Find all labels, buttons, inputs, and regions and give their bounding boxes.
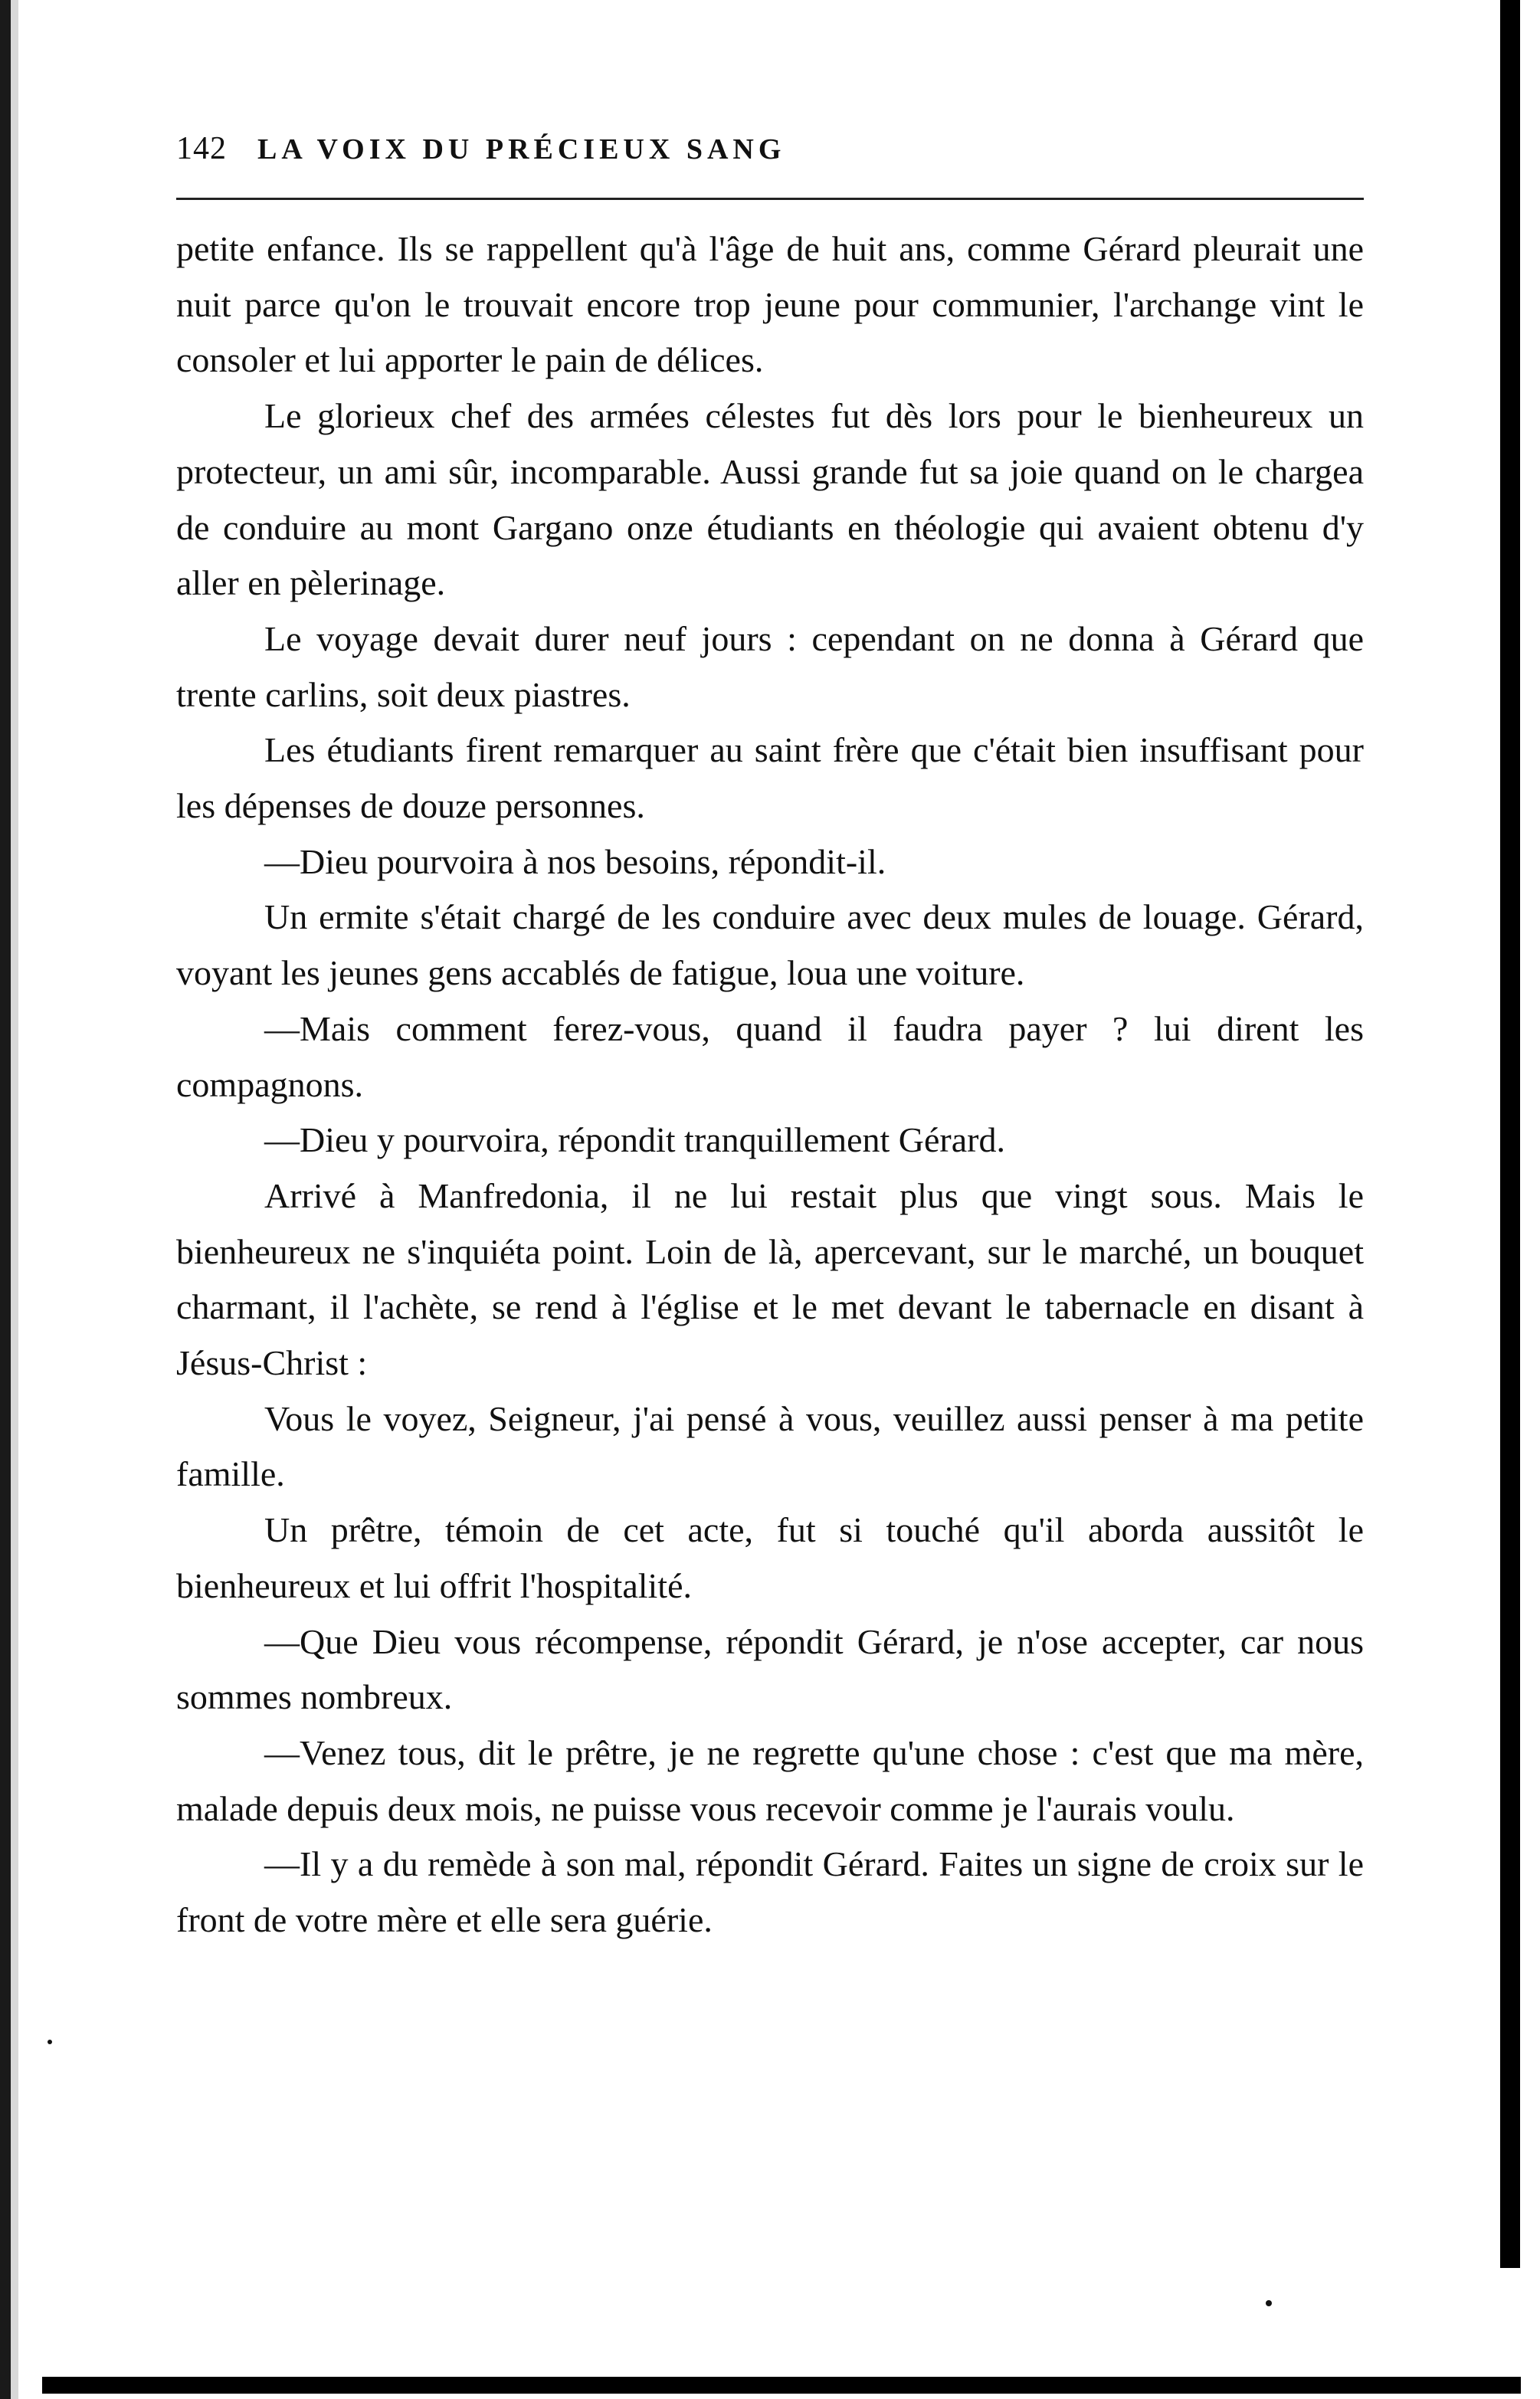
scan-speck <box>1266 2300 1272 2306</box>
paragraph: —Que Dieu vous récompense, répondit Gérard, je n'ose accepter, car nous sommes nombreux. <box>176 1621 1364 1717</box>
paragraph: Un ermite s'était chargé de les conduire avec deux mules de louage. Gérard, voyant les jeunes gens accablés de fatigue, loua une voiture. <box>176 897 1364 993</box>
paragraph: Les étudiants firent remarquer au saint frère que c'était bien insuffisant pour les dépenses de douze personnes. <box>176 730 1364 826</box>
page-number: 142 <box>176 131 227 166</box>
paragraph: —Il y a du remède à son mal, répondit Gérard. Faites un signe de croix sur le front de votre mère et elle sera guérie. <box>176 1844 1364 1940</box>
paragraph: —Venez tous, dit le prêtre, je ne regrette qu'une chose : c'est que ma mère, malade depuis deux mois, ne puisse vous recevoir comme je l'aurais voulu. <box>176 1732 1364 1828</box>
paragraph: Le voyage devait durer neuf jours : cependant on ne donna à Gérard que trente carlins, soit deux piastres. <box>176 618 1364 714</box>
paragraph: petite enfance. Ils se rappellent qu'à l'âge de huit ans, comme Gérard pleurait une nuit parce qu'on le trouvait encore trop jeune pour communier, l'archange vint le consoler et lui apporter le pain de délices. <box>176 229 1364 380</box>
paragraph: Vous le voyez, Seigneur, j'ai pensé à vous, veuillez aussi penser à ma petite famille. <box>176 1398 1364 1494</box>
running-head <box>176 130 1364 184</box>
book-page <box>176 130 1364 1948</box>
paragraph: —Dieu pourvoira à nos besoins, répondit-il. <box>264 841 886 881</box>
paragraph: Le glorieux chef des armées célestes fut dès lors pour le bienheureux un protecteur, un ami sûr, incomparable. Aussi grande fut sa joie quand on le chargea de conduire au mont Gargano onze étudiants en théologie qui avaient obtenu d'y aller en pèlerinage. <box>176 396 1364 603</box>
scan-border-bottom <box>42 2377 1521 2394</box>
paragraph: Arrivé à Manfredonia, il ne lui restait plus que vingt sous. Mais le bienheureux ne s'inquiéta point. Loin de là, apercevant, sur le marché, un bouquet charmant, il l'achète, se rend à l'église et le met devant le tabernacle en disant à Jésus-Christ : <box>176 1175 1364 1383</box>
header-rule <box>176 198 1364 200</box>
scan-speck <box>48 2040 52 2044</box>
scan-border-left <box>0 0 11 2399</box>
scan-border-left-shadow <box>11 0 18 2399</box>
scan-border-right <box>1500 0 1520 2268</box>
paragraph: —Mais comment ferez-vous, quand il faudra payer ? lui dirent les compagnons. <box>176 1008 1364 1104</box>
running-title: LA VOIX DU PRÉCIEUX SANG <box>257 133 786 166</box>
paragraph: —Dieu y pourvoira, répondit tranquillement Gérard. <box>264 1120 1005 1160</box>
paragraph: Un prêtre, témoin de cet acte, fut si touché qu'il aborda aussitôt le bienheureux et lui offrit l'hospitalité. <box>176 1510 1364 1605</box>
body-text <box>176 221 1364 1948</box>
